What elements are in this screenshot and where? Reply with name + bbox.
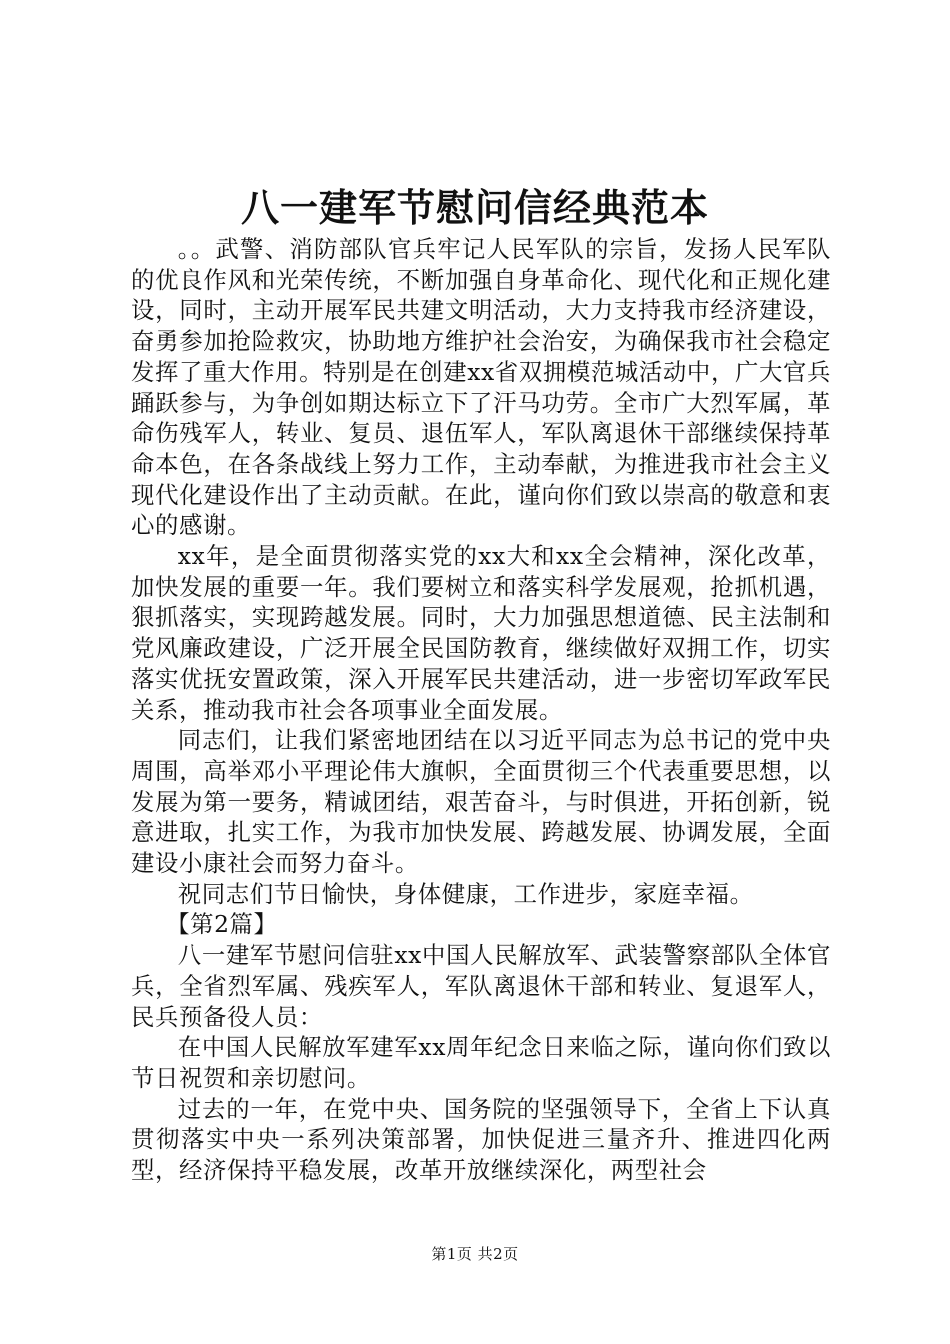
paragraph: xx年，是全面贯彻落实党的xx大和xx全会精神，深化改革，加快发展的重要一年。我们要树立和落实科学发展观，抢抓机遇，狠抓落实，实现跨越发展。同时，大力加强思想道德、民主法制和党风廉政建设，广泛开展全民国防教育，继续做好双拥工作，切实落实优抚安置政策，深入开展军民共建活动，进一步密切军政军民关系，推动我市社会各项事业全面发展。 bbox=[131, 542, 831, 724]
paragraph: 祝同志们节日愉快，身体健康，工作进步，家庭幸福。 bbox=[177, 879, 754, 908]
paragraph: 。。武警、消防部队官兵牢记人民军队的宗旨，发扬人民军队的优良作风和光荣传统，不断加强自身革命化、现代化和正规化建设，同时，主动开展军民共建文明活动，大力支持我市经济建设，奋勇参加抢险救灾，协助地方维护社会治安，为确保我市社会稳定发挥了重大作用。特别是在创建xx省双拥模范城活动中，广大官兵踊跃参与，为争创如期达标立下了汗马功劳。全市广大烈军属，革命伤残军人，转业、复员、退伍军人，军队离退休干部继续保持革命本色，在各条战线上努力工作，主动奉献，为推进我市社会主义现代化建设作出了主动贡献。在此，谨向你们致以崇高的敬意和衷心的感谢。 bbox=[131, 235, 831, 540]
paragraph: 同志们，让我们紧密地团结在以习近平同志为总书记的党中央周围，高举邓小平理论伟大旗帜，全面贯彻三个代表重要思想，以发展为第一要务，精诚团结，艰苦奋斗，与时俱进，开拓创新，锐意进取，扎实工作，为我市加快发展、跨越发展、协调发展，全面建设小康社会而努力奋斗。 bbox=[131, 726, 831, 878]
document-body bbox=[131, 234, 831, 1186]
paragraph: 过去的一年，在党中央、国务院的坚强领导下，全省上下认真贯彻落实中央一系列决策部署，加快促进三量齐升、推进四化两型，经济保持平稳发展，改革开放继续深化，两型社会 bbox=[131, 1094, 831, 1185]
document-title: 八一建军节慰问信经典范本 bbox=[240, 185, 709, 230]
section-marker: 【第2篇】 bbox=[166, 910, 278, 939]
page-footer: 第1页 共2页 bbox=[431, 1245, 519, 1263]
paragraph: 在中国人民解放军建军xx周年纪念日来临之际，谨向你们致以节日祝贺和亲切慰问。 bbox=[131, 1033, 831, 1092]
paragraph: 八一建军节慰问信驻xx中国人民解放军、武装警察部队全体官兵，全省烈军属、残疾军人，军队离退休干部和转业、复退军人，民兵预备役人员： bbox=[131, 941, 831, 1031]
